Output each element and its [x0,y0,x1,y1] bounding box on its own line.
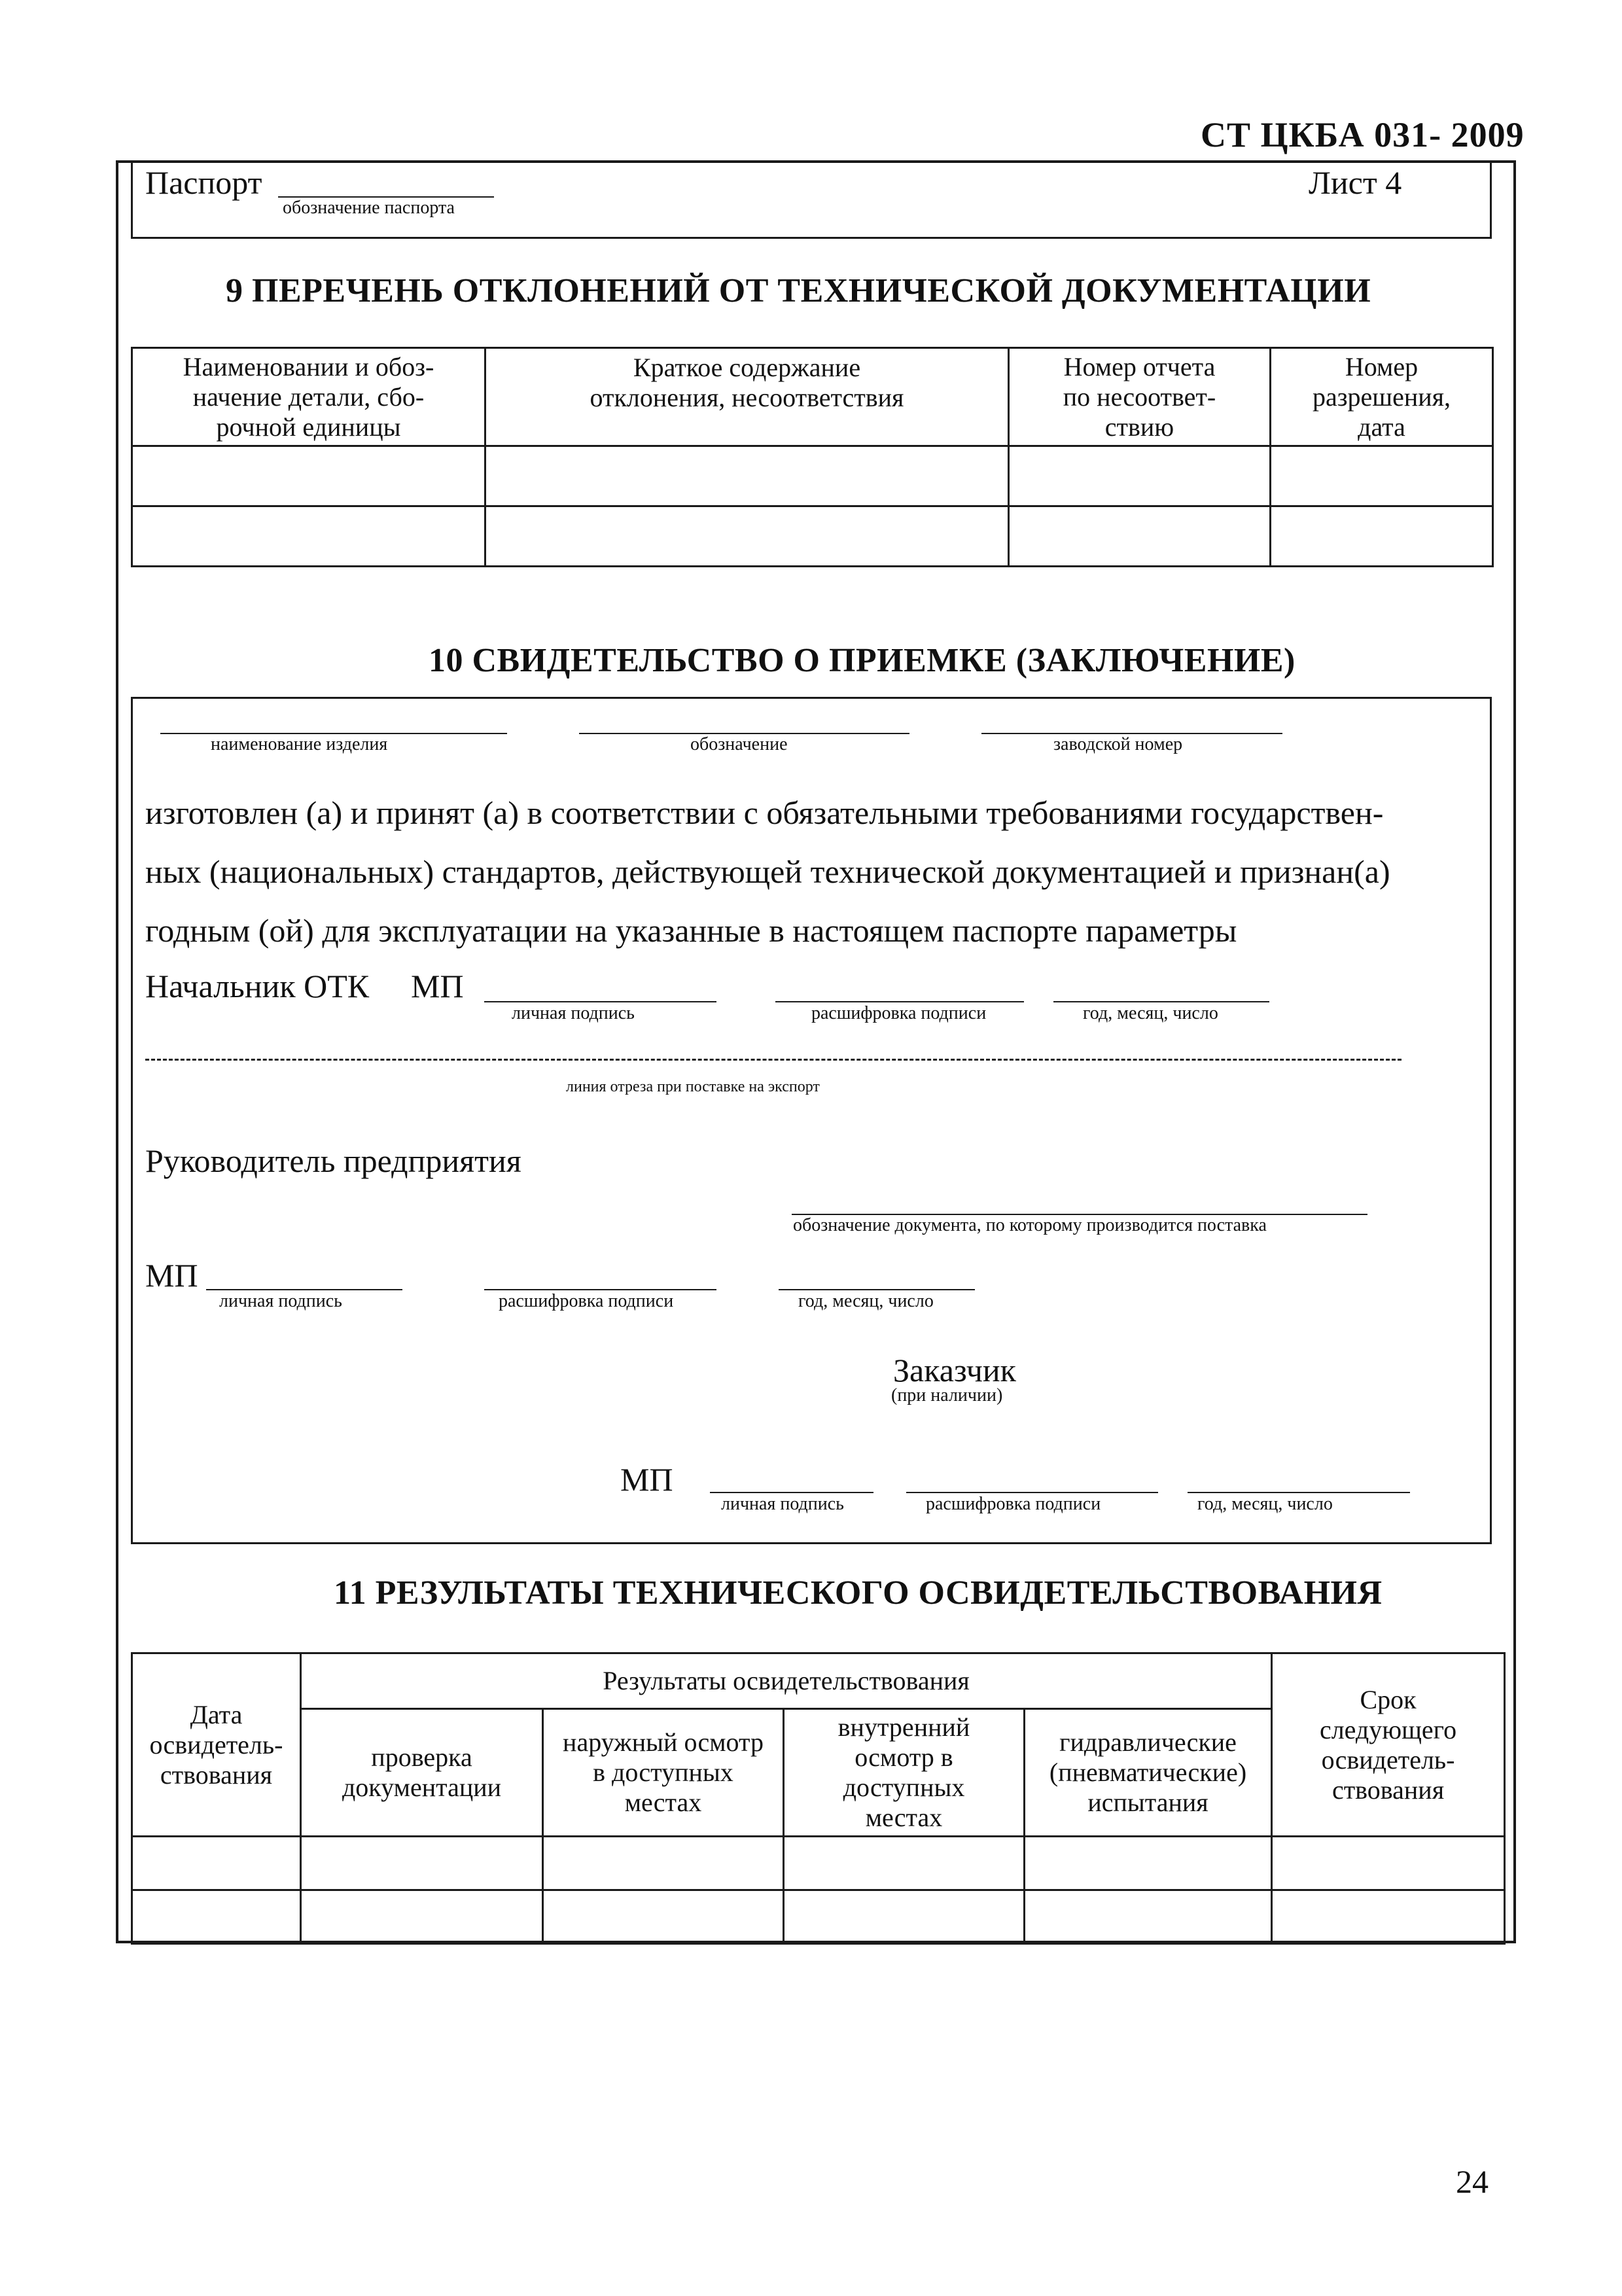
qc-signature-caption: личная подпись [512,1003,635,1023]
qc-head-label: Начальник ОТК [145,968,370,1004]
inspection-results-table [131,1652,1506,1945]
qc-date-line [1053,1001,1269,1002]
enterprise-decoding-caption: расшифровка подписи [499,1291,674,1311]
enterprise-signature-line [206,1289,402,1290]
document-check-header: проверка документации [301,1709,543,1837]
section11-title: 11 РЕЗУЛЬТАТЫ ТЕХНИЧЕСКОГО ОСВИДЕТЕЛЬСТВОВАНИЯ [334,1574,1383,1612]
customer-note: (при наличии) [891,1385,1003,1405]
inspection-results-header: Результаты освидетельствования [301,1653,1272,1709]
hydraulic-test-header: гидравлические (пневматические) испытания [1025,1709,1272,1837]
table-row [132,506,1493,567]
standard-code: СТ ЦКБА 031- 2009 [1201,115,1525,154]
product-name-caption: наименование изделия [211,734,388,754]
external-inspection-header: наружный осмотр в доступных местах [543,1709,784,1837]
table-row [132,446,1493,506]
next-inspection-header: Срок следующего освидетель- ствования [1272,1653,1505,1837]
table-row [132,1837,1505,1890]
serial-number-caption: заводской номер [1053,734,1183,754]
table-row [132,1890,1505,1944]
deviations-header-permit: Номер разрешения, дата [1271,348,1493,446]
section9-title: 9 ПЕРЕЧЕНЬ ОТКЛОНЕНИЙ ОТ ТЕХНИЧЕСКОЙ ДОКУМЕНТАЦИИ [226,272,1371,309]
passport-caption: обозначение паспорта [283,198,455,218]
supply-document-caption: обозначение документа, по которому производится поставка [793,1215,1267,1235]
enterprise-decoding-line [484,1289,716,1290]
qc-signature-line [484,1001,716,1002]
customer-signature-caption: личная подпись [721,1494,844,1514]
inspection-date-header: Дата освидетель- ствования [132,1653,301,1837]
internal-inspection-header: внутренний осмотр в доступных местах [784,1709,1025,1837]
sheet-label: Лист 4 [1309,164,1402,201]
deviations-table [131,347,1494,567]
stamp-label-enterprise: МП [145,1257,198,1294]
passport-label: Паспорт [145,164,262,201]
customer-date-caption: год, месяц, число [1197,1494,1333,1514]
acceptance-text-line3: годным (ой) для эксплуатации на указанные в настоящем паспорте параметры [145,912,1237,949]
designation-caption: обозначение [690,734,788,754]
cut-line-caption: линия отреза при поставке на экспорт [566,1078,820,1095]
cut-line [145,1059,1402,1061]
deviations-header-part: Наименовании и обоз- начение детали, сбо- рочной единицы [132,348,485,446]
qc-decoding-caption: расшифровка подписи [811,1003,987,1023]
deviations-header-report: Номер отчета по несоответ- ствию [1009,348,1271,446]
qc-date-caption: год, месяц, число [1083,1003,1218,1023]
qc-decoding-line [775,1001,1024,1002]
enterprise-signature-caption: личная подпись [219,1291,342,1311]
enterprise-head-label: Руководитель предприятия [145,1142,521,1179]
page-number: 24 [1456,2163,1489,2200]
stamp-label-customer: МП [620,1461,673,1498]
customer-label: Заказчик [893,1352,1016,1388]
customer-signature-line [710,1492,873,1493]
acceptance-text-line2: ных (национальных) стандартов, действующей технической документацией и признан(а) [145,853,1390,890]
stamp-label-qc: МП [411,968,464,1004]
customer-decoding-line [906,1492,1158,1493]
enterprise-date-line [779,1289,975,1290]
customer-decoding-caption: расшифровка подписи [926,1494,1101,1514]
acceptance-text-line1: изготовлен (а) и принят (а) в соответствии с обязательными требованиями государствен- [145,794,1384,831]
deviations-header-summary: Краткое содержание отклонения, несоответствия [485,348,1009,446]
enterprise-date-caption: год, месяц, число [798,1291,934,1311]
customer-date-line [1188,1492,1410,1493]
section10-title: 10 СВИДЕТЕЛЬСТВО О ПРИЕМКЕ (ЗАКЛЮЧЕНИЕ) [429,642,1296,679]
